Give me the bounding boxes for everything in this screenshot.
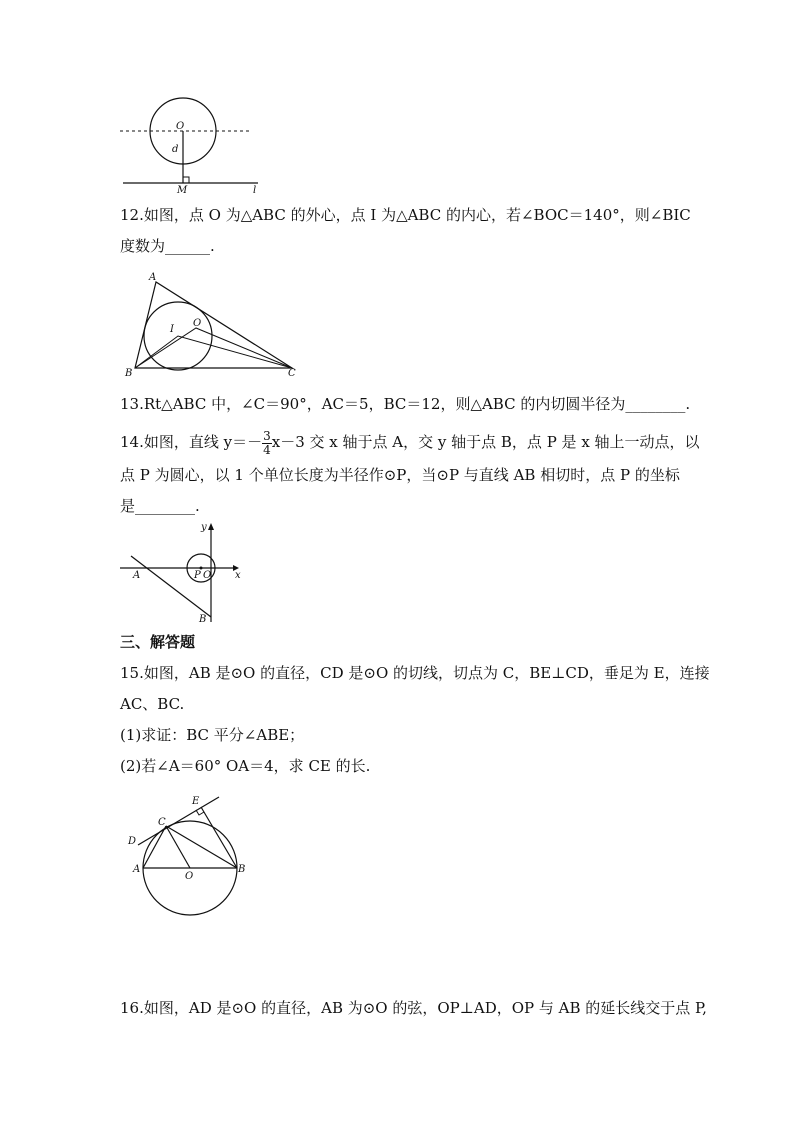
label-M: M: [177, 185, 188, 196]
q14-line3: 是________.: [120, 497, 200, 515]
q15-line2: AC、BC.: [120, 695, 185, 713]
q14-fraction: [262, 430, 272, 457]
fraction-numerator: 3: [263, 428, 271, 443]
tangent-DE: [138, 797, 219, 845]
q15-line1: 15.如图，AB 是⊙O 的直径，CD 是⊙O 的切线，切点为 C，BE⊥CD，垂足为 E，连接: [120, 664, 710, 682]
q14-line2: 点 P 为圆心，以 1 个单位长度为半径作⊙P，当⊙P 与直线 AB 相切时，点 P 的坐标: [120, 466, 680, 484]
q14-line1: [120, 428, 700, 456]
label-O: O: [203, 570, 212, 581]
label-C: C: [288, 368, 296, 379]
label-O: O: [176, 121, 185, 132]
label-B: B: [199, 614, 207, 625]
fraction-denominator: 4: [263, 442, 271, 457]
figure-14-coordinate: [115, 518, 250, 628]
right-angle-mark: [183, 177, 189, 183]
label-D: D: [128, 836, 137, 847]
q15-part1: (1)求证：BC 平分∠ABE；: [120, 726, 305, 744]
figure-15-circle: [120, 790, 260, 920]
segment-BC: [166, 826, 237, 868]
section-heading: 三、解答题: [120, 633, 196, 651]
label-I: I: [170, 324, 174, 335]
q14-line1-post: x－3 交 x 轴于点 A，交 y 轴于点 B，点 P 是 x 轴上一动点，以: [271, 433, 700, 451]
label-y: y: [201, 522, 207, 533]
triangle-ABC: [135, 282, 292, 368]
q14-line1-pre: 14.如图，直线 y＝－: [120, 433, 263, 451]
label-l: l: [253, 185, 257, 196]
q13-line1: 13.Rt△ABC 中，∠C＝90°，AC＝5，BC＝12，则△ABC 的内切圆半径为________.: [120, 395, 691, 413]
label-A: A: [149, 272, 157, 283]
figure-circle-line: [115, 92, 265, 197]
q15-part2: (2)若∠A＝60° OA＝4，求 CE 的长.: [120, 757, 371, 775]
q12-line2: 度数为______.: [120, 237, 215, 255]
label-P: P: [194, 570, 201, 581]
label-E: E: [192, 796, 200, 807]
label-B: B: [238, 864, 246, 875]
label-x: x: [235, 570, 241, 581]
label-O: O: [185, 871, 194, 882]
label-B: B: [125, 368, 133, 379]
segment-BE: [201, 807, 237, 868]
segment-OC: [166, 826, 190, 868]
label-d: d: [172, 144, 179, 155]
label-A: A: [133, 570, 141, 581]
q12-line1: 12.如图，点 O 为△ABC 的外心，点 I 为△ABC 的内心，若∠BOC＝140°，则∠BIC: [120, 206, 691, 224]
line-AB: [131, 556, 211, 617]
y-axis-arrow: [208, 523, 214, 530]
segments-BOC: [135, 328, 292, 368]
label-O: O: [193, 318, 202, 329]
label-C: C: [158, 817, 166, 828]
q16-line1: 16.如图，AD 是⊙O 的直径，AB 为⊙O 的弦，OP⊥AD，OP 与 AB 的延长线交于点 P,: [120, 999, 707, 1017]
label-A: A: [133, 864, 141, 875]
figure-12-triangle: [120, 265, 305, 380]
segment-AC: [143, 826, 166, 868]
